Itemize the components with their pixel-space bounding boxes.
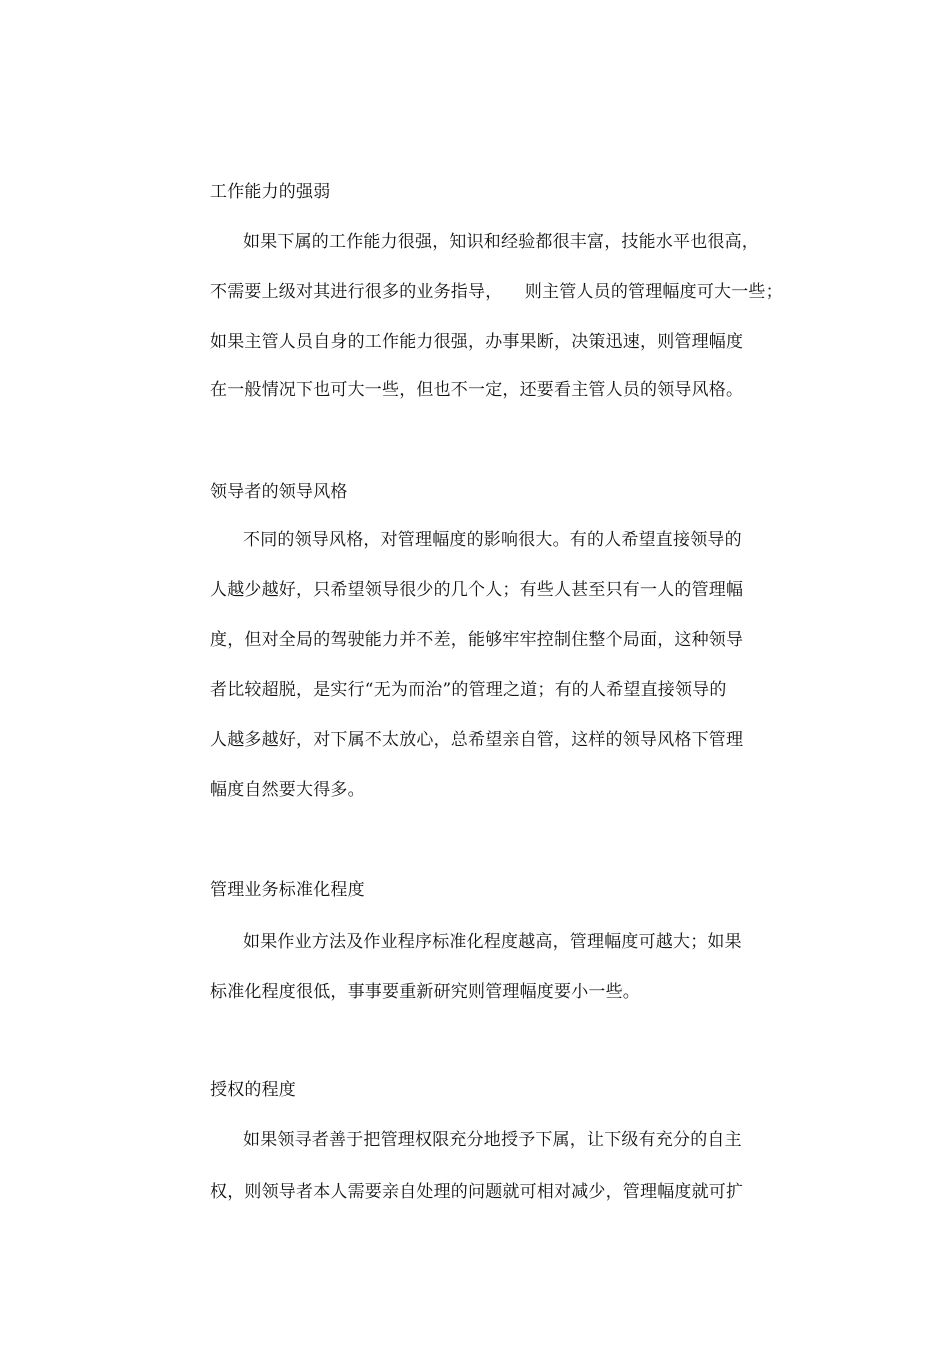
paragraph-line: 如果下属的工作能力很强，知识和经验都很丰富，技能水平也很高， — [243, 232, 759, 252]
paragraph-line: 者比较超脱，是实行“无为而治”的管理之道；有的人希望直接领导的 — [210, 680, 727, 700]
paragraph-line: 幅度自然要大得多。 — [210, 780, 365, 800]
section-heading: 工作能力的强弱 — [210, 182, 331, 202]
section-heading: 领导者的领导风格 — [210, 482, 348, 502]
paragraph-line: 如果主管人员自身的工作能力很强，办事果断，决策迅速，则管理幅度 — [210, 332, 744, 352]
section-heading: 管理业务标准化程度 — [210, 880, 365, 900]
paragraph-line: 人越少越好，只希望领导很少的几个人；有些人甚至只有一人的管理幅 — [210, 580, 744, 600]
paragraph-line: 不需要上级对其进行很多的业务指导， 则主管人员的管理幅度可大一些； — [210, 282, 783, 302]
section-heading: 授权的程度 — [210, 1080, 296, 1100]
paragraph-line: 度，但对全局的驾驶能力并不差，能够牢牢控制住整个局面，这种领导 — [210, 630, 744, 650]
paragraph-line: 如果领寻者善于把管理权限充分地授予下属，让下级有充分的自主 — [243, 1130, 742, 1150]
paragraph-line: 标准化程度很低，事事要重新研究则管理幅度要小一些。 — [210, 982, 640, 1002]
paragraph-line: 如果作业方法及作业程序标准化程度越高，管理幅度可越大；如果 — [243, 932, 742, 952]
paragraph-line: 不同的领导风格，对管理幅度的影响很大。有的人希望直接领导的 — [243, 530, 742, 550]
paragraph-line: 权，则领导者本人需要亲自处理的问题就可相对减少，管理幅度就可扩 — [210, 1182, 744, 1202]
paragraph-line: 在一般情况下也可大一些，但也不一定，还要看主管人员的领导风格。 — [210, 380, 744, 400]
paragraph-line: 人越多越好，对下属不太放心，总希望亲自管，这样的领导风格下管理 — [210, 730, 744, 750]
